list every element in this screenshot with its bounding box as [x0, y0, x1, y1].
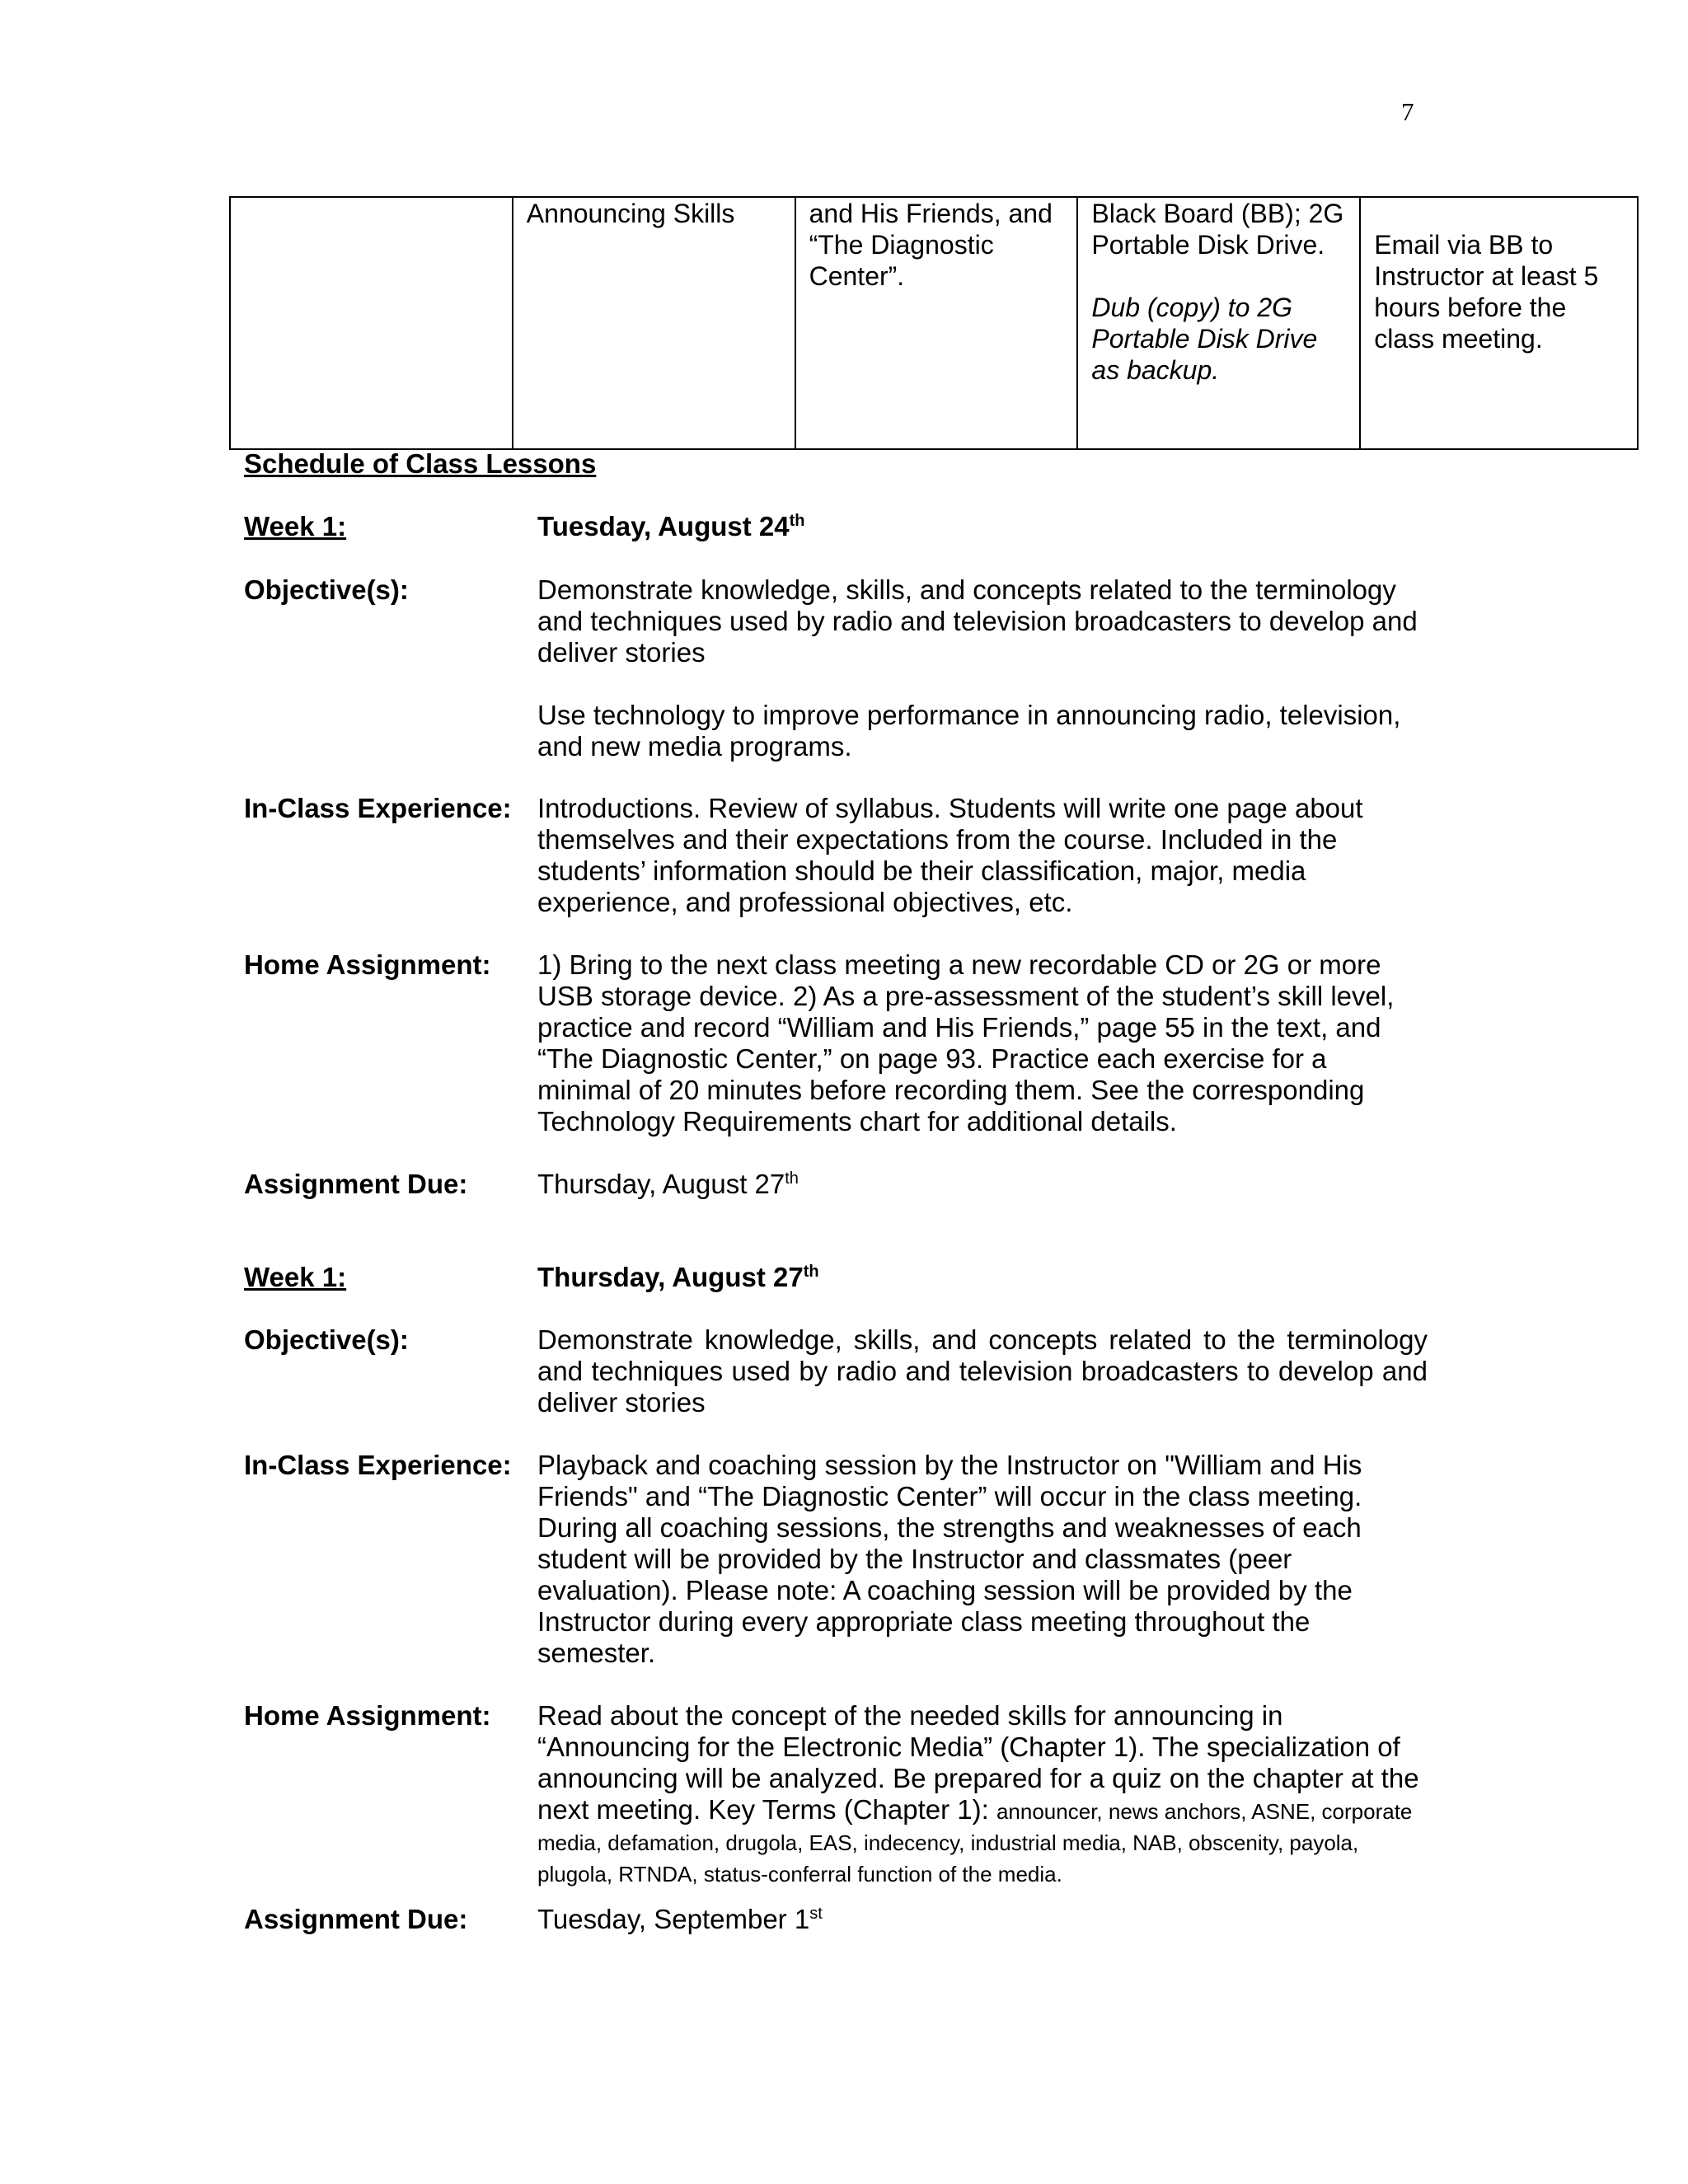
assignment-due-label: Assignment Due:	[244, 1169, 468, 1199]
home-assignment-label: Home Assignment:	[244, 949, 491, 980]
objectives-label: Objective(s):	[244, 574, 409, 605]
week-label: Week 1:	[244, 1262, 347, 1292]
week-label: Week 1:	[244, 511, 347, 541]
lesson-date: Tuesday, August 24th	[537, 511, 805, 541]
assignment-due-label: Assignment Due:	[244, 1904, 468, 1934]
table-cell-technology	[1077, 197, 1360, 449]
home-assignment-label: Home Assignment:	[244, 1700, 491, 1731]
technology-text: Black Board (BB); 2G Portable Disk Drive.	[1091, 199, 1344, 260]
objective-text: Use technology to improve performance in announcing radio, television, and new media programs.	[537, 700, 1401, 762]
table-cell-skill: Announcing Skills	[513, 197, 795, 449]
objective-text: Demonstrate knowledge, skills, and concepts related to the terminology and techniques used by radio and television broadcasters to develop and deliver stories	[537, 574, 1418, 668]
backup-note: Dub (copy) to 2G Portable Disk Drive as backup.	[1091, 293, 1318, 385]
home-assignment-text: 1) Bring to the next class meeting a new recordable CD or 2G or more USB storage device. 2) As a pre-assessment of the student’s skill level, practice and record “William and His Friends,” page 55 in the text, and “The Diagnostic Center,” on page 93. Practice each exercise for a minimal of 20 minutes before recording them. See the corresponding Technology Requirements chart for additional details.	[537, 949, 1395, 1137]
table-cell-exercise: and His Friends, and “The Diagnostic Center”.	[795, 197, 1078, 449]
home-assignment-text	[537, 1700, 1428, 1888]
key-terms: announcer, news anchors, ASNE, corporate media, defamation, drugola, EAS, indecency, industrial media, NAB, obscenity, payola, plugola, RTNDA, status-conferral function of the media.	[537, 1799, 1413, 1886]
assignment-due-date: Thursday, August 27th	[537, 1169, 799, 1199]
objectives-label: Objective(s):	[244, 1324, 409, 1355]
in-class-label: In-Class Experience:	[244, 793, 512, 823]
in-class-text: Introductions. Review of syllabus. Students will write one page about themselves and their expectations from the course. Included in the students’ information should be their classification, major, media experience, and professional objectives, etc.	[537, 793, 1363, 917]
lesson-date: Thursday, August 27th	[537, 1262, 819, 1292]
home-assignment-main: Read about the concept of the needed skills for announcing in “Announcing for the Electronic Media” (Chapter 1). The specialization of announcing will be analyzed. Be prepared for a quiz on the chapter at the next meeting. Key Terms (Chapter 1):	[537, 1700, 1419, 1825]
technology-requirements-table	[229, 196, 1639, 450]
table-row	[230, 197, 1638, 449]
schedule-heading: Schedule of Class Lessons	[244, 448, 597, 479]
table-cell-submission: Email via BB to Instructor at least 5 hours before the class meeting.	[1360, 197, 1638, 449]
in-class-text: Playback and coaching session by the Instructor on "William and His Friends" and “The Diagnostic Center” will occur in the class meeting. During all coaching sessions, the strengths and weaknesses of each student will be provided by the Instructor and classmates (peer evaluation). Please note: A coaching session will be provided by the Instructor during every appropriate class meeting throughout the semester.	[537, 1450, 1362, 1668]
table-cell-empty	[230, 197, 513, 449]
page-number: 7	[1401, 97, 1414, 126]
objective-text: Demonstrate knowledge, skills, and concepts related to the terminology and techniques used by radio and television broadcasters to develop and deliver stories	[537, 1324, 1428, 1418]
assignment-due-date: Tuesday, September 1st	[537, 1904, 823, 1934]
in-class-label: In-Class Experience:	[244, 1450, 512, 1480]
